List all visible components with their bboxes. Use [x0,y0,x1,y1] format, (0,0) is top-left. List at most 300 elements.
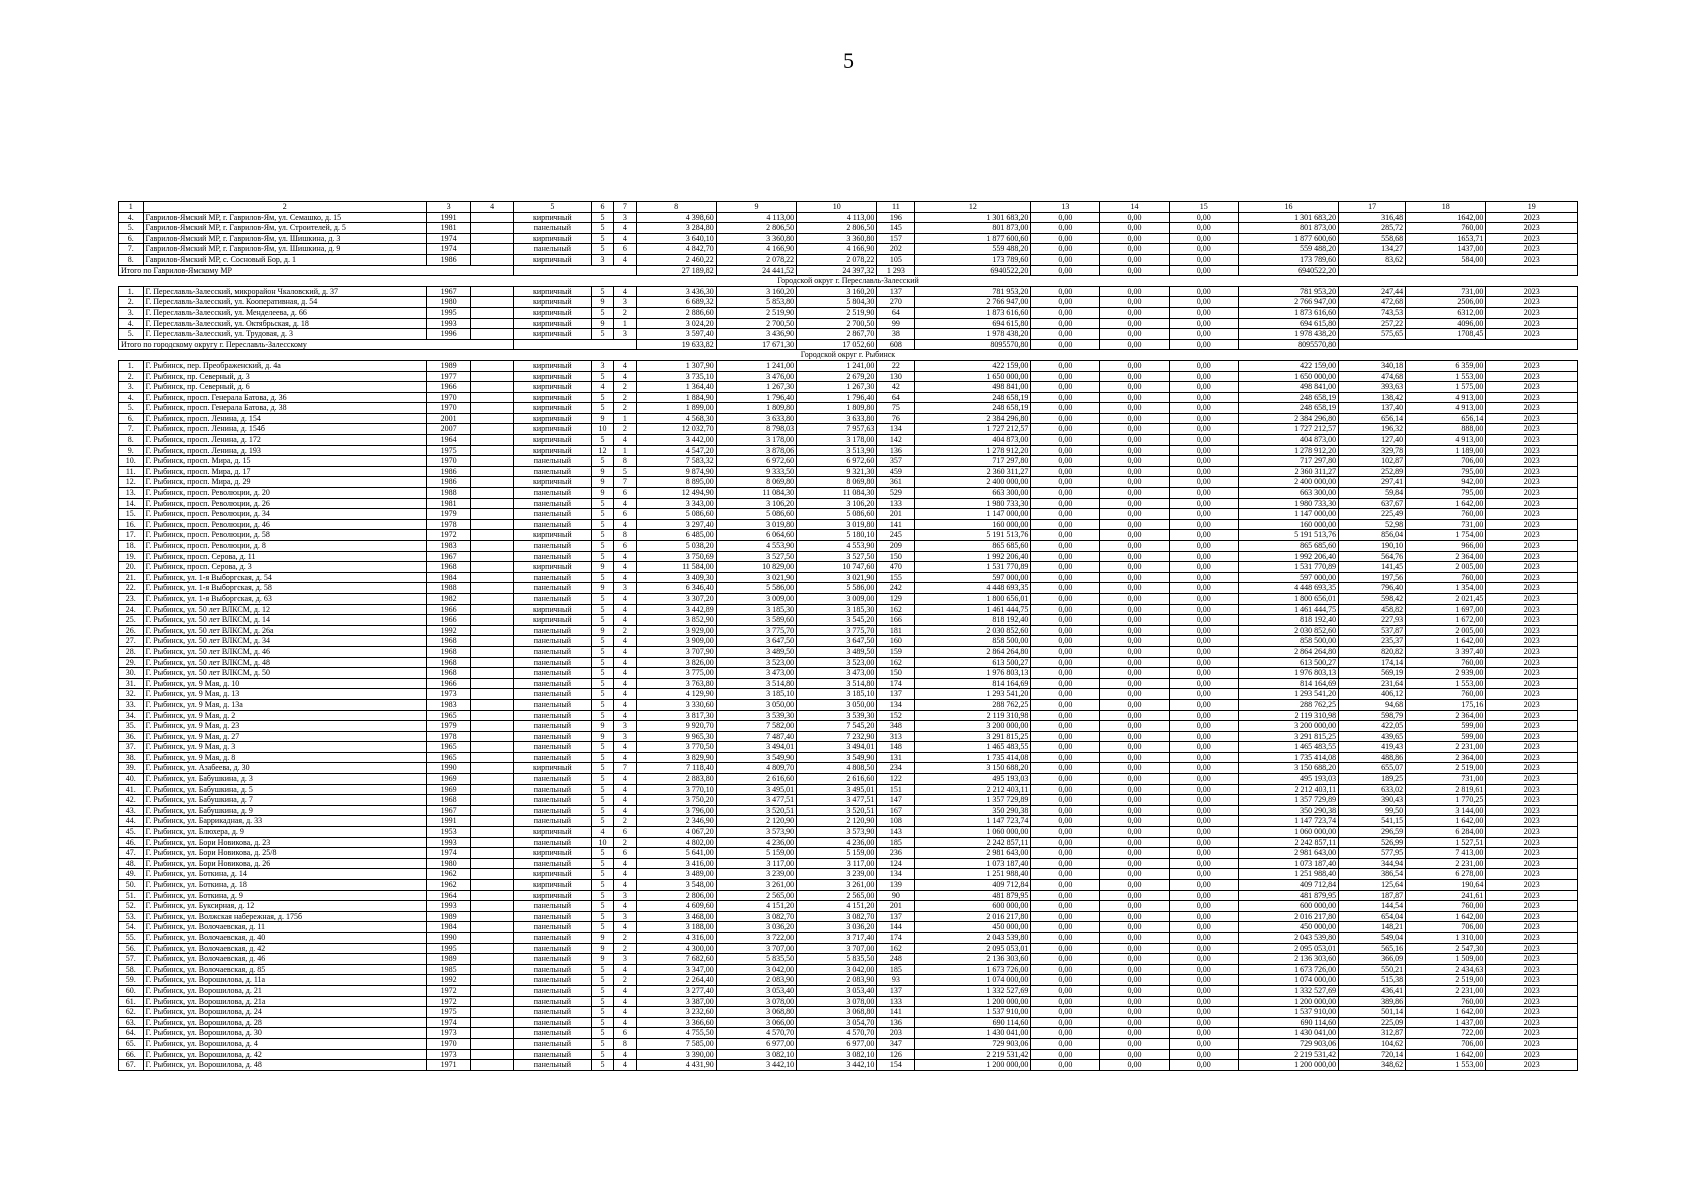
table-cell: 6 064,60 [716,530,796,541]
table-cell: 2023 [1486,964,1578,975]
table-row [119,996,1578,1007]
table-row [119,509,1578,520]
table-cell: 1989 [426,360,471,371]
table-cell: 2 700,50 [716,318,796,329]
table-cell: 1708,45 [1406,329,1486,340]
table-cell: 1972 [426,996,471,1007]
table-cell: 3 261,00 [797,880,877,891]
table-cell: 0,00 [1169,212,1238,223]
table-cell: 0,00 [1169,1038,1238,1049]
table-cell: 7. [119,244,144,255]
table-cell: 569,19 [1339,668,1406,679]
table-cell: 4 [614,996,636,1007]
table-cell: 90 [877,890,915,901]
table-cell: 129 [877,593,915,604]
table-cell: 537,87 [1339,625,1406,636]
table-cell: 3 770,10 [636,784,716,795]
table-cell: 2 364,00 [1406,752,1486,763]
table-cell: 5 [591,752,613,763]
table-cell: 0,00 [1031,752,1100,763]
table-cell: 1 430 041,00 [915,1028,1031,1039]
table-cell [471,572,513,583]
table-cell: панельный [513,519,591,530]
table-cell: 577,95 [1339,848,1406,859]
table-cell: 3 489,50 [797,646,877,657]
table-row [119,742,1578,753]
table-cell: 9 920,70 [636,721,716,732]
table-cell: 150 [877,668,915,679]
table-cell: 241,61 [1406,890,1486,901]
table-cell: кирпичный [513,254,591,265]
table-cell: 248 658,19 [915,392,1031,403]
table-cell: Г. Рыбинск, пер. Преображенский, д. 4а [143,360,426,371]
table-cell: 4 570,70 [716,1028,796,1039]
table-cell: 1 301 683,20 [915,212,1031,223]
table-cell: 4 [614,689,636,700]
table-cell: 3 050,00 [716,699,796,710]
table-cell: 0,00 [1169,466,1238,477]
table-cell: 1 697,00 [1406,604,1486,615]
table-cell: Г. Рыбинск, просп. Мира, д. 17 [143,466,426,477]
table-cell: 1 877 600,60 [915,233,1031,244]
table-cell: 134 [877,869,915,880]
table-cell: 0,00 [1031,784,1100,795]
table-cell: Г. Рыбинск, просп. Революции, д. 8 [143,541,426,552]
table-cell: 0,00 [1100,816,1169,827]
total-value: 0,00 [1031,339,1100,350]
column-number-cell: 9 [716,202,796,213]
table-cell: 2 679,20 [797,371,877,382]
table-cell: 2 043 539,80 [915,932,1031,943]
table-cell: 422 159,00 [1238,360,1338,371]
table-cell: 41. [119,784,144,795]
table-cell: 7 [614,477,636,488]
table-cell: 0,00 [1031,731,1100,742]
total-value: 8095570,80 [1238,339,1338,350]
table-cell: 28. [119,646,144,657]
table-cell: 4 [614,551,636,562]
table-cell [471,615,513,626]
table-cell: 2023 [1486,435,1578,446]
table-cell: 2023 [1486,244,1578,255]
table-cell: 1968 [426,668,471,679]
table-cell [471,710,513,721]
table-cell: 3 053,40 [716,985,796,996]
table-cell: 9 [591,943,613,954]
table-cell: 0,00 [1169,731,1238,742]
table-cell: 33. [119,699,144,710]
table-cell: 0,00 [1031,519,1100,530]
table-cell: 2023 [1486,731,1578,742]
table-cell: 3 442,10 [716,1060,796,1071]
table-cell: Г. Рыбинск, ул. Ворошилова, д. 4 [143,1038,426,1049]
table-cell: 2. [119,371,144,382]
table-cell: 4 [591,382,613,393]
table-cell: 3 [614,583,636,594]
table-cell: панельный [513,731,591,742]
table-cell: 0,00 [1169,392,1238,403]
table-cell: 1989 [426,954,471,965]
table-cell: 54. [119,922,144,933]
table-cell: 3 495,01 [797,784,877,795]
table-cell: 3 117,00 [716,858,796,869]
table-cell: 3 829,90 [636,752,716,763]
table-cell: 3 [614,297,636,308]
table-cell: 2023 [1486,985,1578,996]
table-cell: 3 826,00 [636,657,716,668]
table-cell: 2023 [1486,784,1578,795]
table-row [119,1007,1578,1018]
table-cell: 0,00 [1031,795,1100,806]
table-cell: 0,00 [1100,689,1169,700]
table-cell: 3 589,60 [716,615,796,626]
table-cell: 0,00 [1031,763,1100,774]
table-row [119,932,1578,943]
table-row [119,562,1578,573]
table-cell: кирпичный [513,318,591,329]
table-cell: 5 [591,403,613,414]
table-cell: 2023 [1486,456,1578,467]
table-cell: 29. [119,657,144,668]
table-cell: 4 113,00 [797,212,877,223]
table-cell: 4 [614,604,636,615]
table-cell: 160 000,00 [1238,519,1338,530]
table-cell: панельный [513,1049,591,1060]
housing-register-table [118,201,1578,1071]
table-cell: 2 [614,625,636,636]
table-cell [471,1049,513,1060]
table-cell: Г. Рыбинск, ул. 50 лет ВЛКСМ, д. 34 [143,636,426,647]
table-cell: 167 [877,805,915,816]
table-cell: 4 398,60 [636,212,716,223]
table-cell: 2023 [1486,477,1578,488]
table-cell: 0,00 [1169,848,1238,859]
table-cell: 21. [119,572,144,583]
table-cell: 59. [119,975,144,986]
table-row [119,286,1578,297]
table-cell: 5 [591,890,613,901]
table-cell: 0,00 [1100,392,1169,403]
table-cell [471,954,513,965]
table-cell: панельный [513,244,591,255]
table-cell: 656,14 [1406,413,1486,424]
table-cell: 0,00 [1169,1060,1238,1071]
table-cell: 0,00 [1031,1038,1100,1049]
table-cell: 1992 [426,625,471,636]
table-cell: 0,00 [1100,541,1169,552]
table-cell: 2 016 217,80 [1238,911,1338,922]
table-cell: 4. [119,318,144,329]
table-cell: 1966 [426,382,471,393]
table-cell: 160 000,00 [915,519,1031,530]
table-cell: 9 965,30 [636,731,716,742]
table-cell: 7 [614,763,636,774]
table-cell: кирпичный [513,880,591,891]
table-cell: 133 [877,498,915,509]
table-cell: 5 [591,922,613,933]
table-cell: 0,00 [1100,424,1169,435]
table-cell: 2023 [1486,975,1578,986]
table-cell: 0,00 [1169,784,1238,795]
table-cell: 55. [119,932,144,943]
table-cell: Г. Рыбинск, пр. Северный, д. 6 [143,382,426,393]
table-cell: 0,00 [1169,307,1238,318]
table-cell: 3 019,80 [797,519,877,530]
table-cell: 4 547,20 [636,445,716,456]
table-cell: 0,00 [1169,509,1238,520]
table-cell: 495 193,03 [915,774,1031,785]
table-cell: 419,43 [1339,742,1406,753]
table-cell: 1 [614,413,636,424]
table-cell: 3 545,20 [797,615,877,626]
table-cell: 4 151,20 [716,901,796,912]
table-cell: 1 537 910,00 [1238,1007,1338,1018]
table-cell: 11. [119,466,144,477]
table-cell: 4 [614,286,636,297]
table-cell: 0,00 [1169,774,1238,785]
table-cell: 2023 [1486,466,1578,477]
total-value: 27 189,82 [636,265,716,276]
table-cell: кирпичный [513,360,591,371]
table-cell [471,964,513,975]
table-row [119,752,1578,763]
table-cell: 2023 [1486,572,1578,583]
table-cell: 0,00 [1100,742,1169,753]
table-cell [471,763,513,774]
table-cell [471,562,513,573]
table-cell: 3 523,00 [716,657,796,668]
table-cell [471,742,513,753]
table-cell [471,880,513,891]
table-cell: 4 [614,795,636,806]
table-cell: 0,00 [1100,880,1169,891]
table-cell: 3 477,51 [797,795,877,806]
table-row [119,254,1578,265]
table-cell: 3 307,20 [636,593,716,604]
table-cell: 2 095 053,01 [1238,943,1338,954]
table-cell: 4 [614,593,636,604]
table-cell: Г. Рыбинск, ул. Ворошилова, д. 21а [143,996,426,1007]
table-cell: 1993 [426,318,471,329]
table-cell: 0,00 [1031,1017,1100,1028]
table-cell: 2 [614,307,636,318]
table-cell [471,212,513,223]
table-cell: 1968 [426,636,471,647]
total-value: 6940522,20 [915,265,1031,276]
table-cell: 11 584,00 [636,562,716,573]
table-cell: Гаврилов-Ямский МР, г. Гаврилов-Ям, ул. Строителей, д. 5 [143,223,426,234]
table-cell: 148,21 [1339,922,1406,933]
table-cell: 942,00 [1406,477,1486,488]
table-cell: 0,00 [1169,382,1238,393]
table-cell: 288 762,25 [915,699,1031,710]
table-cell: 481 879,95 [915,890,1031,901]
table-cell: 1966 [426,604,471,615]
table-cell: 9 321,30 [797,466,877,477]
table-cell: 549,04 [1339,932,1406,943]
table-cell: 2023 [1486,636,1578,647]
table-cell: 0,00 [1100,413,1169,424]
table-cell: 5 [591,1038,613,1049]
table-cell: 472,68 [1339,297,1406,308]
table-cell: 143 [877,827,915,838]
table-cell: 450 000,00 [1238,922,1338,933]
table-cell [471,307,513,318]
table-cell: панельный [513,1007,591,1018]
table-cell: 10 829,00 [716,562,796,573]
table-cell: 102,87 [1339,456,1406,467]
table-cell: панельный [513,774,591,785]
table-cell: 2023 [1486,763,1578,774]
table-cell: 3 722,00 [716,932,796,943]
table-cell: Гаврилов-Ямский МР, г. Гаврилов-Ям, ул. Семашко, д. 15 [143,212,426,223]
table-row [119,805,1578,816]
table-cell: 3 436,30 [636,286,716,297]
table-cell: 150 [877,551,915,562]
table-cell: 4 [614,985,636,996]
table-cell: 2 616,60 [797,774,877,785]
table-cell: 0,00 [1169,498,1238,509]
table-cell: 2 519,90 [797,307,877,318]
table-row [119,848,1578,859]
table-cell: 0,00 [1169,721,1238,732]
table-cell: Г. Рыбинск, ул. Бабушкина, д. 5 [143,784,426,795]
table-cell: 3 284,80 [636,223,716,234]
table-cell: 1437,00 [1406,244,1486,255]
table-cell: панельный [513,858,591,869]
table-cell: 83,62 [1339,254,1406,265]
table-cell: 1968 [426,657,471,668]
table-row [119,731,1578,742]
table-cell: кирпичный [513,890,591,901]
table-cell: 0,00 [1031,1028,1100,1039]
table-cell: 0,00 [1100,985,1169,996]
table-cell: 173 789,60 [915,254,1031,265]
page-number: 5 [843,48,854,73]
table-cell: 4 151,20 [797,901,877,912]
table-cell: 6 [614,848,636,859]
table-cell: 2023 [1486,721,1578,732]
total-value: 0,00 [1169,339,1238,350]
table-cell: 3. [119,382,144,393]
table-cell: 1 642,00 [1406,1049,1486,1060]
table-cell: 1 509,00 [1406,954,1486,965]
table-cell: 4 448 693,35 [915,583,1031,594]
table-cell: 185 [877,837,915,848]
table-cell: 0,00 [1169,646,1238,657]
table-cell: 0,00 [1169,668,1238,679]
table-cell: 93 [877,975,915,986]
table-cell: 7 487,40 [716,731,796,742]
table-cell: 4 [614,1007,636,1018]
table-cell: 65. [119,1038,144,1049]
table-cell: 3 390,00 [636,1049,716,1060]
table-cell: Г. Рыбинск, ул. 1-я Выборгская, д. 54 [143,572,426,583]
table-cell: 1 531 770,89 [915,562,1031,573]
table-cell: 515,38 [1339,975,1406,986]
table-cell: 174 [877,678,915,689]
table-cell: 1978 [426,519,471,530]
table-cell: Г. Рыбинск, ул. Ворошилова, д. 24 [143,1007,426,1018]
table-cell: 0,00 [1100,890,1169,901]
table-cell: 174 [877,932,915,943]
table-cell: 3 750,20 [636,795,716,806]
table-cell: 43. [119,805,144,816]
table-cell: 2001 [426,413,471,424]
table-cell: 389,86 [1339,996,1406,1007]
table-cell: 2 120,90 [797,816,877,827]
table-cell: 134 [877,424,915,435]
table-cell: Г. Рыбинск, просп. Ленина, д. 154 [143,413,426,424]
table-cell: 5 [591,678,613,689]
table-cell: Г. Рыбинск, ул. Волочаевская, д. 40 [143,932,426,943]
table-cell: 2506,00 [1406,297,1486,308]
total-empty-cell [513,265,636,276]
table-cell: 4 913,00 [1406,403,1486,414]
table-cell: 5 853,80 [716,297,796,308]
table-cell: 1 465 483,55 [915,742,1031,753]
table-cell: 1990 [426,763,471,774]
table-cell [471,752,513,763]
table-cell: Г. Рыбинск, ул. 9 Мая, д. 10 [143,678,426,689]
table-cell: 1. [119,286,144,297]
table-cell: 3 647,50 [797,636,877,647]
table-cell: 2023 [1486,1028,1578,1039]
table-cell: 247,44 [1339,286,1406,297]
table-cell: 5 [591,964,613,975]
table-cell: 42 [877,382,915,393]
table-cell: 4 913,00 [1406,392,1486,403]
table-cell: 1 527,51 [1406,837,1486,848]
table-cell: 147 [877,795,915,806]
table-cell: 0,00 [1100,774,1169,785]
table-cell: 1 809,80 [797,403,877,414]
table-cell: 3 750,69 [636,551,716,562]
table-cell: 0,00 [1100,996,1169,1007]
table-cell [471,371,513,382]
table-cell: 1 673 726,00 [915,964,1031,975]
table-cell: 2023 [1486,922,1578,933]
table-cell: 2023 [1486,774,1578,785]
table-cell: 104,62 [1339,1038,1406,1049]
table-cell: 5 [591,858,613,869]
table-cell: 1 553,00 [1406,1060,1486,1071]
table-cell: 599,00 [1406,731,1486,742]
table-cell: 3 [614,954,636,965]
table-cell: Г. Рыбинск, ул. 9 Мая, д. 8 [143,752,426,763]
table-cell: 1 642,00 [1406,498,1486,509]
table-cell: 0,00 [1031,466,1100,477]
table-cell: 5 [591,244,613,255]
table-cell: 436,41 [1339,985,1406,996]
table-cell: 0,00 [1169,244,1238,255]
table-cell: 1978 [426,731,471,742]
table-cell: 1 727 212,57 [915,424,1031,435]
table-cell: 2 360 311,27 [915,466,1031,477]
table-cell: 0,00 [1031,477,1100,488]
table-cell: 202 [877,244,915,255]
table-cell: 0,00 [1169,615,1238,626]
table-cell: 4 [614,646,636,657]
table-cell: 2023 [1486,488,1578,499]
table-cell: 1 332 527,69 [1238,985,1338,996]
total-value: 17 671,30 [716,339,796,350]
table-cell: 5 [591,572,613,583]
table-cell: 1 735 414,08 [1238,752,1338,763]
table-cell: 0,00 [1169,1017,1238,1028]
section-title: Городской округ г. Переславль-Залесский [119,276,1578,287]
table-cell [471,551,513,562]
